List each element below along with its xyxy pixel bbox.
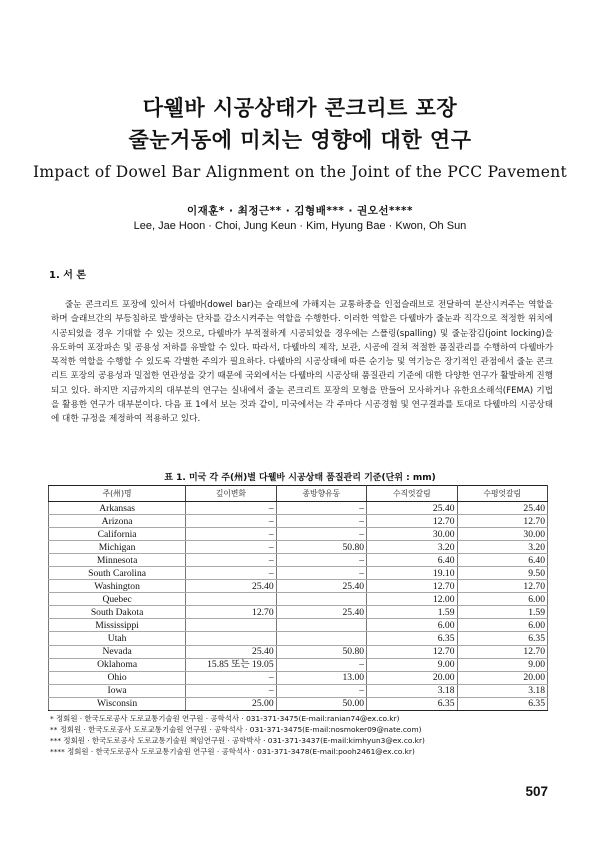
table-cell-state: Utah bbox=[49, 632, 186, 645]
table-cell-value: 12.70 bbox=[457, 580, 548, 593]
table-cell-value: 9.00 bbox=[457, 658, 548, 671]
table-cell-value bbox=[276, 619, 366, 632]
table-row bbox=[49, 541, 548, 554]
table-cell-value: – bbox=[186, 554, 276, 567]
table-cell-value: – bbox=[276, 658, 366, 671]
table-cell-state: Nevada bbox=[49, 645, 186, 658]
table-cell-value bbox=[186, 593, 276, 606]
table-cell-value: 6.35 bbox=[367, 697, 457, 710]
table-cell-value: 13.00 bbox=[276, 671, 366, 684]
table-cell-value: 50.80 bbox=[276, 645, 366, 658]
table-cell-value: 25.40 bbox=[367, 502, 457, 515]
footnote: ** 정회원 · 한국도로공사 도로교통기술원 연구원 · 공학석사 · 031-371-3475(E-mail:nosmoker09@nate.com) bbox=[50, 725, 422, 734]
table-caption: 표 1. 미국 각 주(州)별 다웰바 시공상태 품질관리 기준(단위 : mm) bbox=[164, 473, 436, 483]
table-row bbox=[49, 684, 548, 697]
table-cell-value: – bbox=[276, 567, 366, 580]
footnote: **** 정회원 · 한국도로공사 도로교통기술원 연구원 · 공학석사 · 031-371-3478(E-mail:pooh2461@ex.co.kr) bbox=[50, 747, 415, 756]
section-heading: 1. 서 론 bbox=[49, 270, 87, 281]
table-header-row bbox=[49, 486, 548, 502]
table-cell-value: 9.50 bbox=[457, 567, 548, 580]
table-cell-value: – bbox=[186, 541, 276, 554]
standards-table bbox=[48, 485, 548, 711]
table-row bbox=[49, 554, 548, 567]
table-cell-value: 19.10 bbox=[367, 567, 457, 580]
table-cell-state: Wisconsin bbox=[49, 697, 186, 710]
table-cell-value: 3.18 bbox=[367, 684, 457, 697]
table-cell-value: 50.00 bbox=[276, 697, 366, 710]
header-horizontal: 수평엇갈림 bbox=[457, 486, 548, 502]
table-row bbox=[49, 528, 548, 541]
table-cell-value: 15.85 또는 19.05 bbox=[186, 658, 276, 671]
table-cell-value: 25.40 bbox=[457, 502, 548, 515]
table-cell-value: 12.70 bbox=[186, 606, 276, 619]
table-row bbox=[49, 606, 548, 619]
table-cell-value: 12.70 bbox=[367, 515, 457, 528]
table-row bbox=[49, 593, 548, 606]
table-cell-value: 25.40 bbox=[276, 606, 366, 619]
header-longitudinal: 종방향유동 bbox=[276, 486, 366, 502]
table-cell-value: – bbox=[186, 684, 276, 697]
table-cell-state: Washington bbox=[49, 580, 186, 593]
title-english: Impact of Dowel Bar Alignment on the Joint of the PCC Pavement bbox=[32, 163, 568, 181]
title-korean-line1: 다웰바 시공상태가 콘크리트 포장 bbox=[142, 96, 458, 120]
footnote-rule bbox=[50, 710, 140, 711]
table-cell-value: 6.35 bbox=[457, 697, 548, 710]
table-cell-value bbox=[276, 593, 366, 606]
table-cell-value: 9.00 bbox=[367, 658, 457, 671]
table-cell-value: – bbox=[276, 684, 366, 697]
table-cell-value: – bbox=[186, 502, 276, 515]
table-cell-value: 6.00 bbox=[367, 619, 457, 632]
table-cell-value: – bbox=[186, 528, 276, 541]
table-cell-value: – bbox=[186, 671, 276, 684]
table-row bbox=[49, 515, 548, 528]
footnote: *** 정회원 · 한국도로공사 도로교통기술원 책임연구원 · 공학박사 · 031-371-3437(E-mail:kimhyun3@ex.co.kr) bbox=[50, 736, 425, 745]
table-cell-value: 30.00 bbox=[457, 528, 548, 541]
title-korean-line2: 줄눈거동에 미치는 영향에 대한 연구 bbox=[128, 128, 472, 152]
table-row bbox=[49, 645, 548, 658]
table-cell-value: 6.35 bbox=[457, 632, 548, 645]
header-depth: 깊이변화 bbox=[186, 486, 276, 502]
table-cell-value bbox=[186, 632, 276, 645]
table-row bbox=[49, 658, 548, 671]
table-cell-state: Iowa bbox=[49, 684, 186, 697]
table-cell-value: 20.00 bbox=[457, 671, 548, 684]
table-cell-state: Quebec bbox=[49, 593, 186, 606]
authors-english: Lee, Jae Hoon · Choi, Jung Keun · Kim, Hyung Bae · Kwon, Oh Sun bbox=[133, 220, 467, 232]
table-cell-state: Michigan bbox=[49, 541, 186, 554]
table-cell-state: Oklahoma bbox=[49, 658, 186, 671]
table-cell-value: 6.00 bbox=[457, 593, 548, 606]
table-cell-state: Minnesota bbox=[49, 554, 186, 567]
table-cell-value: 6.00 bbox=[457, 619, 548, 632]
table-cell-value: 12.70 bbox=[457, 645, 548, 658]
table-cell-value: 12.70 bbox=[457, 515, 548, 528]
table-cell-value: 25.40 bbox=[186, 645, 276, 658]
table-cell-value: 1.59 bbox=[457, 606, 548, 619]
header-state: 주(州)명 bbox=[49, 486, 186, 502]
table-cell-value: 6.35 bbox=[367, 632, 457, 645]
table-cell-value: – bbox=[276, 502, 366, 515]
table-cell-value: 25.00 bbox=[186, 697, 276, 710]
table-cell-value: 25.40 bbox=[276, 580, 366, 593]
table-row bbox=[49, 619, 548, 632]
table-cell-state: South Dakota bbox=[49, 606, 186, 619]
table-cell-value: – bbox=[276, 554, 366, 567]
paragraph: 줄눈 콘크리트 포장에 있어서 다웰바(dowel bar)는 슬래브에 가해지는 교통하중을 인접슬래브로 전달하여 분산시켜주는 역할을 하며 슬래브간의 부등침하로 발생하는 단차를 감소시켜주는 역할을 수행한다. 이러한 역할은 다웰바가 줄눈과 직각으로 적정한 위치에 시공되었을 경우 기대할 수 있는 것으로, 다웰바가 부적절하게 시공되었을 경우에는 스폴링(spalling) 및 줄눈잠김(joint locking)을 유도하여 포장파손 및 공용성 저하를 유발할 수 있다. 따라서, 다웰바의 제작, 보관, 시공에 걸쳐 적절한 품질관리를 수행하여 다웰바가 목적한 역할을 수행할 수 있도록 각별한 주의가 필요하다. 다웰바의 시공상태에 따른 순기능 및 역기능은 장기적인 관점에서 줄눈 콘크리트 포장의 공용성과 밀접한 연관성을 갖기 때문에 국외에서는 다웰바의 시공상태 품질관리 기준에 대한 다양한 연구가 활발하게 진행되고 있다. 하지만 지금까지의 대부분의 연구는 실내에서 줄눈 콘크리트 포장의 모형을 만들어 모사하거나 유한요소해석(FEMA) 기법을 활용한 연구가 대부분이다. 다음 표 1에서 보는 것과 같이, 미국에서는 각 주마다 시공경험 및 연구결과를 토대로 다웰바의 시공상태에 대한 규정을 제정하여 적용하고 있다. bbox=[51, 300, 553, 425]
table-row bbox=[49, 697, 548, 710]
table-cell-value: 3.20 bbox=[367, 541, 457, 554]
table-cell-value: – bbox=[276, 515, 366, 528]
table-cell-state: South Carolina bbox=[49, 567, 186, 580]
footnotes bbox=[50, 713, 560, 757]
table-cell-state: Mississippi bbox=[49, 619, 186, 632]
table-row bbox=[49, 502, 548, 515]
table-row bbox=[49, 671, 548, 684]
body-text bbox=[51, 298, 553, 427]
table-cell-value: 6.40 bbox=[457, 554, 548, 567]
table-cell-value: 3.20 bbox=[457, 541, 548, 554]
table-cell-value bbox=[186, 619, 276, 632]
table-cell-value: 3.18 bbox=[457, 684, 548, 697]
table-cell-value: 12.70 bbox=[367, 645, 457, 658]
table-cell-value: 12.70 bbox=[367, 580, 457, 593]
table-cell-value: 20.00 bbox=[367, 671, 457, 684]
table-cell-state: Arizona bbox=[49, 515, 186, 528]
table-cell-value: 1.59 bbox=[367, 606, 457, 619]
table-cell-state: Arkansas bbox=[49, 502, 186, 515]
table-cell-value: 30.00 bbox=[367, 528, 457, 541]
table-cell-value: 50.80 bbox=[276, 541, 366, 554]
table-cell-value: – bbox=[186, 515, 276, 528]
table-cell-value bbox=[276, 632, 366, 645]
table-cell-state: Ohio bbox=[49, 671, 186, 684]
header-vertical: 수직엇갈림 bbox=[367, 486, 457, 502]
table-row bbox=[49, 567, 548, 580]
table-cell-value: – bbox=[186, 567, 276, 580]
table-row bbox=[49, 632, 548, 645]
table-cell-value: 12.00 bbox=[367, 593, 457, 606]
footnote: * 정회원 · 한국도로공사 도로교통기술원 연구원 · 공학석사 · 031-371-3475(E-mail:ranian74@ex.co.kr) bbox=[50, 714, 400, 723]
table-cell-value: 25.40 bbox=[186, 580, 276, 593]
table-cell-state: California bbox=[49, 528, 186, 541]
table-cell-value: – bbox=[276, 528, 366, 541]
authors-korean: 이재훈* · 최정근** · 김형배*** · 권오선**** bbox=[186, 205, 414, 217]
table-row bbox=[49, 580, 548, 593]
page-number: 507 bbox=[525, 784, 548, 799]
table-cell-value: 6.40 bbox=[367, 554, 457, 567]
